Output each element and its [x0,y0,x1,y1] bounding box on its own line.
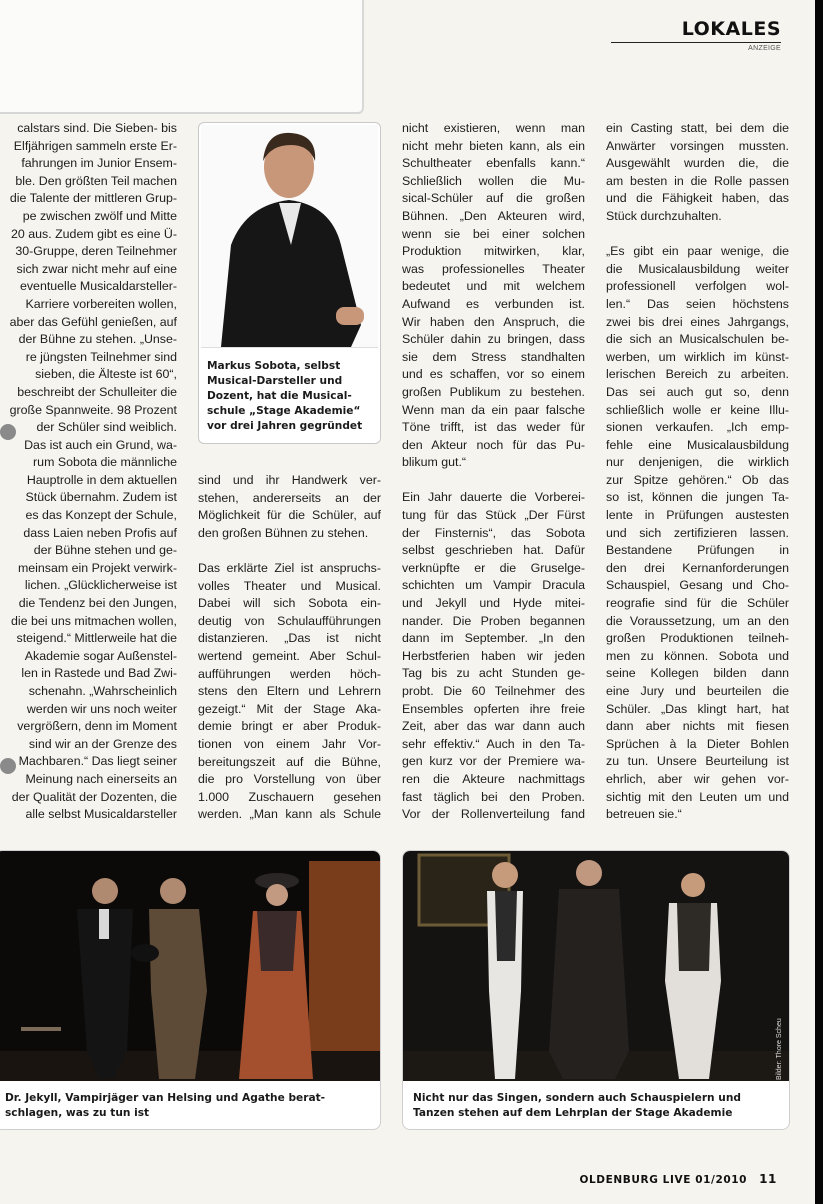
text-line: werden. „Man kann als Schule [198,807,381,822]
stage-photo-card-2 [402,850,790,1130]
text-line: schichten um Vampir Dracula [402,578,585,593]
stage-photo-card-1 [0,850,381,1130]
text-line: Das ist auch ein Grund, wa- [24,437,177,452]
text-line: zu tun. Unsere Beurteilung ist [606,754,789,769]
portrait-caption [207,359,375,434]
text-line: re jüngsten Teilnehmer sind [25,349,177,364]
text-line: stehen, andererseits an der [198,490,381,505]
text-line: volles Theater und Musical. [198,578,381,593]
text-line: dass Laien neben Profis auf [23,525,177,540]
text-line: Wenn man da ein paar falsche [402,402,585,417]
text-line: werden wir uns noch weiter [26,701,177,716]
portrait-photo [201,125,378,348]
binder-hole [0,424,16,440]
text-line: Akademie sogar Außenstel- [24,648,177,663]
text-line: beschreibt der Schulleiter die [17,384,177,399]
text-line: fast täglich bei den Proben. [402,789,585,804]
text-line: zwei bis drei eines Jahrgangs, [606,314,789,329]
text-line: und Jekyll und Hyde mitei- [402,596,585,611]
text-line: Das erklärte Ziel ist anspruchs- [198,560,381,575]
text-line: und sich zertifizieren lassen. [606,525,789,540]
photo-caption-1 [5,1091,325,1121]
page-footer [579,1172,777,1186]
caption-line: schule „Stage Akademie“ [207,405,361,417]
text-line: len in Rastede und Bad Zwi- [21,666,177,681]
text-line: großen Publikum zu bestehen. [402,384,585,399]
text-line: „Es gibt ein paar wenige, die [606,244,789,259]
text-line: Bestandene Prüfungen in [606,543,789,558]
text-line: wenn sie bei einer solchen [402,226,585,241]
text-line: der Finsternis“, das Sobota [402,525,585,540]
text-line: bereitungszeit auf die Bühne, [198,754,381,769]
text-line: blikum gut.“ [402,455,467,470]
section-rule [611,42,781,43]
text-line: zur Spitze gehören.“ Ob das [606,472,789,487]
text-line: der Schüler sind weiblich. [36,420,177,435]
text-line: am besten in die Rolle passen [606,173,789,188]
text-line: schließlich wolle er keine Illu- [606,402,789,417]
text-line: lerischen Bereich zu arbeiten. [606,367,789,382]
text-line: die pro Vorstellung von über [198,772,381,787]
text-line: Schließlich wollen die Mu- [402,173,585,188]
text-line: steigend.“ Mittlerweile hat die [16,631,177,646]
text-line: Produktion mitwirken, klar, [402,244,585,259]
text-line: Herbstferien haben wir jeden [402,648,585,663]
text-line: lente in Prüfungen austesten [606,508,789,523]
text-line: großen Produktionen teilneh- [606,631,789,646]
text-line: Anwärter vorsingen mussten. [606,138,789,153]
caption-line: Dr. Jekyll, Vampirjäger van Helsing und Agathe berat- [5,1092,326,1104]
text-line: seine Kollegen bilden dann [606,666,789,681]
text-line: verknüpfte er die Gruselge- [402,560,585,575]
binding-edge [815,0,823,1204]
text-line: Machbaren.“ Das liegt seiner [18,754,177,769]
text-line: sieben, die Älteste ist 60“, [35,367,177,382]
text-line: distanzieren. „Das ist nicht [198,631,381,646]
text-line: alle selbst Musicaldarsteller [25,807,177,822]
text-line: Wir haben den Anspruch, die [402,314,585,329]
caption-line: Musical-Darsteller und [207,375,343,387]
text-line: fahrungen im Junior Ensem- [21,156,177,171]
text-line: pe zwischen zwölf und Mitte [22,208,177,223]
text-line: dann aber nichts mit fiesen [606,719,789,734]
text-line: gen kurz vor der Premiere wa- [402,754,585,769]
text-line: Schüler dahin zu bringen, dass [402,332,585,347]
text-line: den großen Bühnen zu stehen. [198,525,369,540]
text-line: gezeigt.“ Mit der Stage Aka- [198,701,381,716]
text-line: Karriere vorbereiten wollen, [25,296,177,311]
text-line: 1.000 Zuschauern gesehen [198,789,381,804]
text-line: die sich an Musicalschulen be- [606,332,789,347]
text-line: eine Jury und beurteilen die [606,684,789,698]
text-line: Stück durchzuhalten. [606,208,722,223]
text-line: die Tendenz bei den Jungen, [18,596,177,611]
text-line: Töne trifft, ist das weder für [402,420,585,435]
text-line: bedeutet und mit welchem [402,279,585,294]
text-line: den drei Kernanforderungen [606,560,789,575]
text-line: sical-Schüler auf die großen [402,191,585,206]
text-line: was professionelles Theater [402,261,585,276]
caption-line: Nicht nur das Singen, sondern auch Schauspielern und [413,1092,741,1104]
text-line: Ausgewählt wurden die, die [606,156,789,171]
text-line: Aufwand es verbunden ist. [402,296,585,311]
text-line: ein Casting statt, bei dem die [606,121,789,135]
text-line: sie dem Stress standhalten [402,349,585,364]
text-line: fehle eine Musicalausbildung [606,437,789,452]
text-line: Bühnen. „Den Akteuren wird, [402,208,585,223]
text-line: die Voraussetzung, um an den [606,613,789,628]
portrait-photo-card [198,122,381,444]
text-line: die bei uns mitmachen wollen, [11,613,177,628]
text-line: lichen. „Glücklicherweise ist [24,578,177,593]
text-line: Möglichkeit für die Schüler, auf [198,508,381,523]
text-line: tionen von einem Jahr Vor- [198,736,381,751]
text-line: ehrlich, aber wir gehen vor- [606,771,789,786]
text-line: sionen verkaufen. „Ich emp- [606,420,789,435]
text-line: len.“ Das seien höchstens [606,296,789,311]
text-line: große Spannweite. 98 Prozent [9,402,177,417]
text-line: Schüler. „Das klingt hart, hat [606,701,789,716]
text-line: sind und ihr Handwerk ver- [198,473,381,487]
text-line: men zu können. Sobota und [606,648,789,663]
text-line: tung für das Stück „Der Fürst [402,508,585,523]
text-line: es das Konzept der Schule, [25,508,177,523]
photo-caption-2 [413,1091,741,1121]
caption-line: vor drei Jahren gegründet [207,420,363,432]
text-line: calstars sind. Die Sieben- bis [17,121,177,135]
text-line: reografie sind für die Schüler [606,596,789,611]
text-line: dann im September. „In den [402,631,585,646]
magazine-issue: OLDENBURG LIVE 01/2010 [579,1174,748,1186]
caption-line: Tanzen stehen auf dem Lehrplan der Stage Akademie [413,1107,733,1119]
text-line: aufführungen werden höch- [198,666,381,681]
text-line: aber das Gefühl genießen, auf [9,314,177,329]
text-line: Das sei auch gut so, denn [606,384,789,399]
torn-paper-corner [0,0,364,114]
photo-credit: Bilder: Thore Scheu [776,1018,783,1080]
text-line: rum Sobota die männliche [33,455,177,470]
text-line: der Bühne stehen und ge- [33,543,177,558]
caption-line: schlagen, was zu tun ist [5,1107,150,1119]
article-column-4 [606,120,789,824]
text-line: vergrößern, denn im Moment [17,719,177,734]
text-line: Ein Jahr dauerte die Vorberei- [402,490,585,505]
text-line: Elfjährigen sammeln erste Er- [13,138,177,153]
binder-hole [0,758,16,774]
text-line: die Musicalausbildung weiter [606,261,789,276]
text-line: schenahn. „Wahrscheinlich [28,684,177,698]
text-line: deutig von Schulaufführungen [198,613,381,628]
text-line: Dabei will sich Sobota ein- [198,596,381,611]
text-line: wertend gemeint. Aber Schul- [198,648,381,663]
text-line: probt. Die 60 Teilnehmer des [402,684,585,698]
text-line: nander. Die Proben begannen [402,613,585,628]
text-line: Ensembles opferten ihre freie [402,701,585,716]
ad-label: ANZEIGE [748,45,781,52]
stage-photo-2 [403,851,789,1081]
text-line: der Bühne zu stehen. „Unse- [18,332,177,347]
text-line: so ist, können die jungen Ta- [606,490,789,505]
text-line: betreuen sie.“ [606,807,682,822]
text-line: 30-Gruppe, deren Teilnehmer [15,244,177,259]
section-title: LOKALES [681,18,781,40]
text-line: Stück übernahm. Zudem ist [25,490,177,505]
text-line: werben, um wirklich im künst- [606,349,789,364]
text-line: und es schaffen, vor so einem [402,367,585,382]
text-line: Sprüchen à la Dieter Bohlen [606,736,789,751]
text-line: selbst geschrieben hat. Dafür [402,543,585,558]
text-line: und die Fähigkeit haben, das [606,191,789,206]
text-line: Zeit, aber das war dann auch [402,719,585,734]
text-line: Tag bis zu acht Stunden ge- [402,666,585,681]
caption-line: Markus Sobota, selbst [207,360,341,372]
text-line: nur denjenigen, die wirklich [606,455,789,470]
text-line: Schultheater ebenfalls kann.“ [402,156,585,171]
text-line: nicht existieren, wenn man [402,121,585,135]
text-line: Hauptrolle in dem aktuellen [26,472,177,487]
text-line: der Qualität der Dozenten, die [11,789,177,804]
page-number: 11 [759,1172,777,1186]
caption-line: Dozent, hat die Musical- [207,390,352,402]
stage-photo-1 [0,851,380,1081]
text-line: 20 aus. Zudem gibt es eine Ü- [11,226,177,241]
text-line: sind wir an der Grenze des [28,736,177,751]
portrait-illustration [201,125,378,347]
article-column-3 [402,120,585,824]
text-line: Vor der Rollenverteilung fand [402,807,585,822]
article-column-2 [198,472,381,824]
text-line: sich zwar nicht mehr auf eine [16,261,177,276]
text-line: ren die Akteure nachmittags [402,771,585,786]
text-line: ble. Den größten Teil machen [15,173,177,188]
text-line: eventuelle Musicaldarsteller- [19,279,177,294]
text-line: meinsam ein Projekt verwirk- [17,560,177,575]
text-line: stens den Eltern und Lehrern [198,684,381,699]
section-header [611,18,781,52]
article-column-1 [0,120,177,824]
text-line: Meinung nach einerseits an [25,771,177,786]
text-line: Schauspiel, Gesang und Cho- [606,578,789,593]
text-line: den Akteur noch für das Pu- [402,437,585,452]
text-line: nicht mehr bieten kann, als ein [402,138,585,153]
text-line: sehr effektiv.“ Auch in den Ta- [402,736,585,751]
text-line: professionell verfolgen wol- [606,279,789,294]
text-line: die Talente der mittleren Grup- [9,191,177,206]
text-line: demie bringt er aber Produk- [198,719,381,734]
text-line: sichtig mit den Leuten um und [606,789,789,804]
